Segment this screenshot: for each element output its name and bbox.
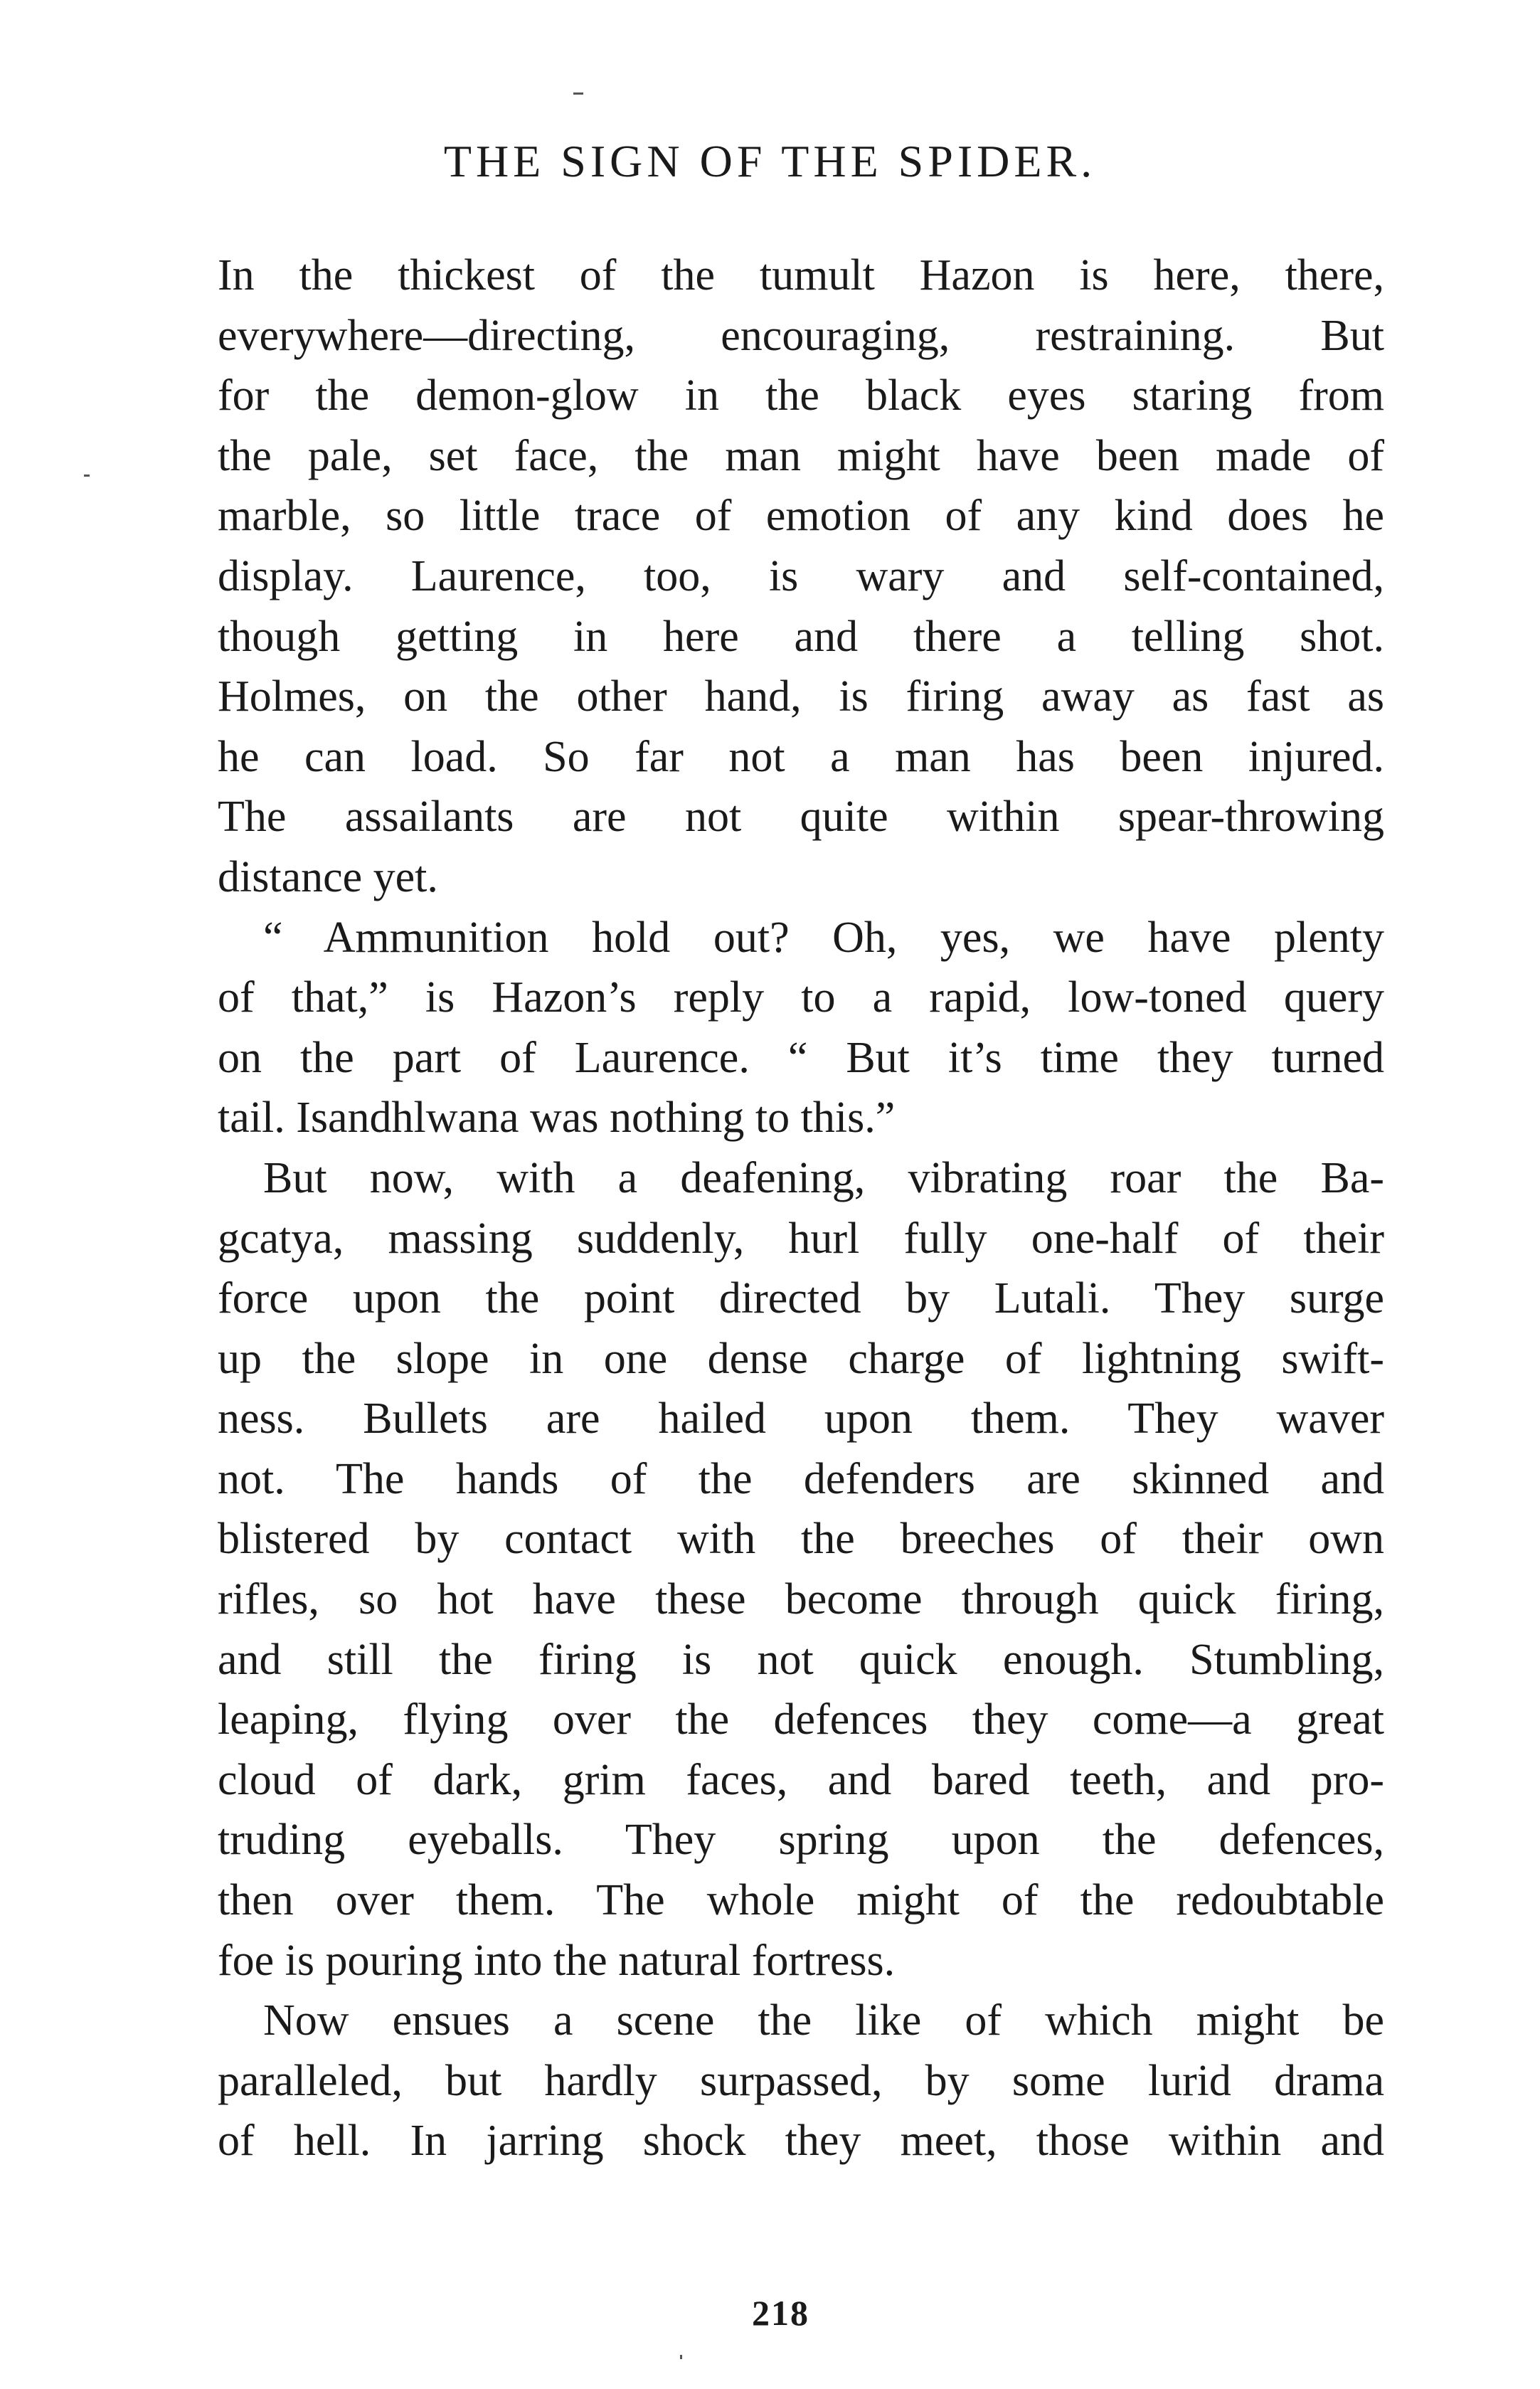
text-line: everywhere—directing, encouraging, restraining. But [218,311,1384,360]
text-line: though getting in here and there a telling shot. [218,612,1384,661]
bottom-margin-mark [680,2355,682,2359]
text-line: cloud of dark, grim faces, and bared teeth, and pro- [218,1755,1384,1804]
running-head [0,135,1152,188]
text-line: on the part of Laurence. “ But it’s time they turned [218,1033,1384,1082]
text-line: not. The hands of the defenders are skinned and [218,1454,1384,1503]
text-line: “ Ammunition hold out? Oh, yes, we have plenty [263,913,1384,962]
page-number [0,2292,1540,2334]
text-line: Now ensues a scene the like of which might be [263,1996,1384,2045]
text-line: foe is pouring into the natural fortress. [218,1936,896,1985]
text-line: of hell. In jarring shock they meet, those within and [218,2117,1384,2166]
text-line: ness. Bullets are hailed upon them. They waver [218,1394,1384,1444]
text-line: But now, with a deafening, vibrating roar the Ba- [263,1153,1384,1202]
text-line: and still the firing is not quick enough. Stumbling, [218,1635,1384,1684]
text-line: he can load. So far not a man has been injured. [218,732,1384,781]
text-line: marble, so little trace of emotion of any kind does he [218,492,1384,541]
text-line: gcatya, massing suddenly, hurl fully one-half of their [218,1214,1384,1263]
text-line: force upon the point directed by Lutali. They surge [218,1274,1384,1323]
running-head-text: THE SIGN OF THE SPIDER. [443,136,1097,186]
body-text [218,245,1384,2171]
text-line: Holmes, on the other hand, is firing away as fast as [218,672,1384,721]
text-line: up the slope in one dense charge of lightning swift- [218,1334,1384,1383]
text-line: distance yet. [218,852,438,901]
text-line: rifles, so hot have these become through quick firing, [218,1575,1384,1624]
text-line: tail. Isandhlwana was nothing to this.” [218,1093,896,1143]
text-line: paralleled, but hardly surpassed, by some lurid drama [218,2056,1384,2105]
text-line: of that,” is Hazon’s reply to a rapid, low-toned query [218,973,1384,1022]
text-line: truding eyeballs. They spring upon the defences, [218,1816,1384,1865]
text-line: display. Laurence, too, is wary and self-contained, [218,551,1384,600]
left-margin-mark [84,475,90,477]
text-line: blistered by contact with the breeches of their own [218,1515,1384,1564]
text-line: then over them. The whole might of the redoubtable [218,1876,1384,1925]
text-line: The assailants are not quite within spear-throwing [218,793,1384,842]
text-line: the pale, set face, the man might have been made of [218,431,1384,480]
top-dash-mark [573,92,583,95]
text-line: leaping, flying over the defences they come—a great [218,1695,1384,1744]
text-line: for the demon-glow in the black eyes staring from [218,371,1384,420]
page-number-text: 218 [752,2293,809,2333]
text-line: In the thickest of the tumult Hazon is here, there, [218,251,1384,300]
